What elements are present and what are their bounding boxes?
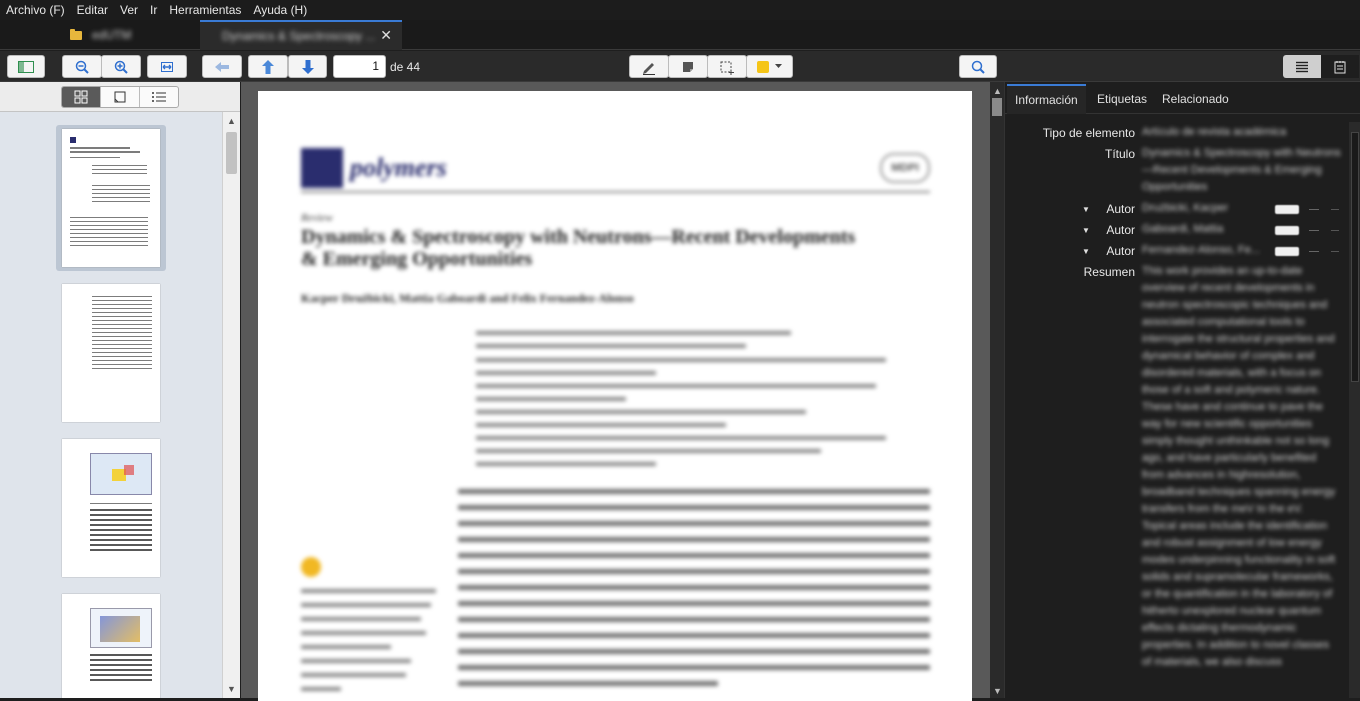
next-page-button[interactable]: [288, 55, 327, 78]
page-number-input[interactable]: 1: [333, 55, 386, 78]
thumbnails-mode-button[interactable]: [62, 87, 101, 107]
note-icon: [681, 60, 695, 74]
author-label: Autor: [1106, 244, 1135, 258]
folder-icon: [70, 31, 82, 40]
zoom-in-icon: [114, 60, 128, 74]
zoom-out-icon: [75, 60, 89, 74]
tab-informacion[interactable]: Información: [1007, 84, 1086, 114]
info-pane-scrollbar[interactable]: [1349, 122, 1360, 698]
zoom-in-button[interactable]: [101, 55, 141, 78]
tab-bar: [0, 20, 1360, 50]
document-scrollbar[interactable]: [990, 82, 1004, 698]
page-thumbnail-4[interactable]: [56, 590, 166, 698]
author-mode-toggle[interactable]: [1275, 247, 1299, 256]
menu-archivo[interactable]: Archivo (F): [6, 3, 65, 17]
arrow-left-icon: [214, 61, 230, 73]
page-total-label: de 44: [390, 60, 421, 74]
article-authors: Kacper Drużbicki, Mattia Gaboardi and Felix Fernandez-Alonso: [301, 291, 634, 305]
author-expand-icon[interactable]: ▼: [1082, 226, 1090, 235]
abstract-label: Resumen: [1083, 265, 1135, 279]
scroll-down-icon[interactable]: ▼: [993, 686, 1002, 696]
color-swatch: [757, 61, 769, 73]
scroll-up-icon[interactable]: ▲: [227, 116, 236, 126]
back-button[interactable]: [202, 55, 242, 78]
scroll-up-icon[interactable]: ▲: [993, 86, 1002, 96]
tab-document[interactable]: [200, 20, 402, 50]
pane-view-toggle: [1283, 55, 1359, 78]
article-title: Dynamics & Spectroscopy with Neutrons—Recent Developments & Emerging Opportunities: [301, 226, 856, 270]
author-label: Autor: [1106, 202, 1135, 216]
thumbnail-list: [0, 112, 222, 698]
add-author-icon[interactable]: [1331, 209, 1339, 210]
arrow-up-icon: [261, 59, 275, 75]
page-thumbnail-1[interactable]: [56, 125, 166, 271]
outline-list-icon: [151, 91, 167, 103]
page-thumbnail-2[interactable]: [56, 280, 166, 426]
menu-bar: [0, 0, 1360, 20]
area-select-icon: [719, 59, 735, 75]
tab-library[interactable]: [0, 20, 200, 50]
add-author-icon[interactable]: [1331, 230, 1339, 231]
thumbnails-icon: [74, 90, 88, 104]
remove-author-icon[interactable]: [1309, 209, 1319, 210]
scrollbar-thumb[interactable]: [226, 132, 237, 174]
item-type-label: Tipo de elemento: [1042, 126, 1135, 140]
fit-width-button[interactable]: [147, 55, 187, 78]
header-rule: [301, 191, 930, 193]
select-area-button[interactable]: [707, 55, 747, 78]
author-expand-icon[interactable]: ▼: [1082, 247, 1090, 256]
notepad-icon: [1333, 60, 1347, 74]
outline-mode-button[interactable]: [140, 87, 178, 107]
title-value[interactable]: Dynamics & Spectroscopy with Neutrons—Recent Developments & Emerging Opportunities: [1142, 147, 1341, 193]
author-mode-toggle[interactable]: [1275, 226, 1299, 235]
page-thumbnail-image: [62, 284, 160, 422]
annotations-mode-button[interactable]: [101, 87, 140, 107]
menu-ir[interactable]: Ir: [150, 3, 158, 17]
page-thumbnail-3[interactable]: [56, 435, 166, 581]
add-author-icon[interactable]: [1331, 251, 1339, 252]
toggle-sidebar-button[interactable]: [7, 55, 45, 78]
publisher-logo: MDPI: [880, 153, 930, 183]
highlight-color-picker[interactable]: [746, 55, 793, 78]
add-note-button[interactable]: [668, 55, 708, 78]
item-info-pane: [1004, 82, 1360, 698]
info-pane-tabs: [1005, 82, 1360, 114]
annotate-text-button[interactable]: [629, 55, 669, 78]
notes-pane-button[interactable]: [1321, 55, 1359, 78]
menu-editar[interactable]: Editar: [76, 3, 109, 17]
author-expand-icon[interactable]: ▼: [1082, 205, 1090, 214]
sidebar-mode-bar: [0, 82, 240, 112]
sidebar-icon: [18, 61, 34, 73]
find-button[interactable]: [959, 55, 997, 78]
check-for-updates-badge: [301, 557, 321, 577]
document-viewer[interactable]: [241, 82, 990, 698]
tab-etiquetas[interactable]: Etiquetas: [1097, 92, 1148, 106]
chevron-down-icon: [775, 64, 782, 69]
thumbnail-panel: [0, 82, 240, 698]
journal-name: polymers: [350, 153, 447, 182]
pen-icon: [641, 59, 657, 75]
align-lines-icon: [1295, 61, 1309, 73]
search-icon: [971, 60, 985, 74]
item-type-value[interactable]: Artículo de revista académica: [1142, 126, 1287, 138]
annotations-icon: [113, 90, 127, 104]
author-mode-toggle[interactable]: [1275, 205, 1299, 214]
pdf-page[interactable]: [258, 91, 972, 701]
remove-author-icon[interactable]: [1309, 230, 1319, 231]
menu-ayuda[interactable]: Ayuda (H): [253, 3, 308, 17]
zoom-out-button[interactable]: [62, 55, 102, 78]
page-thumbnail-image: [62, 129, 160, 267]
tab-relacionado[interactable]: Relacionado: [1162, 92, 1229, 106]
journal-logo: [301, 148, 343, 188]
scrollbar-thumb[interactable]: [1351, 132, 1359, 382]
title-label: Título: [1104, 147, 1135, 161]
sidebar-mode-group: [61, 86, 179, 108]
article-type: Review: [301, 212, 333, 224]
tab-document-label: Dynamics & Spectroscopy ...: [222, 29, 376, 43]
page-thumbnail-image: [62, 594, 160, 698]
menu-ver[interactable]: Ver: [120, 3, 139, 17]
scrollbar-thumb[interactable]: [992, 98, 1002, 116]
author-value[interactable]: Gaboardi, Mattia: [1142, 223, 1224, 235]
author-value[interactable]: Fernandez-Alonso, Fe...: [1142, 244, 1261, 256]
tab-library-label: edUTM: [92, 28, 132, 42]
page-thumbnail-image: [62, 439, 160, 577]
author-value[interactable]: Drużbicki, Kacper: [1142, 202, 1229, 214]
remove-author-icon[interactable]: [1309, 251, 1319, 252]
abstract-value[interactable]: This work provides an up-to-date overview of recent developments in neutron spectroscopic techniques and associated computational tools to interrogate the structural properties and dynamical behavior of complex and disordered materials, with a focus on those of a soft and polymeric nature. These have and continue to pave the way for new scientific opportunities simply thought unthinkable not so long ago, and have particularly benefited from advances in highresolution, broadband techniques spanning energy transfers from the meV to the eV. Topical areas include the identification and robust assignment of low energy modes underpinning functionality in soft solids and supramolecular frameworks, or the quantification in the laboratory of hitherto unexplored nuclear quantum effects dictating thermodynamic properties. In addition to novel classes of materials, we also discuss: [1142, 265, 1336, 668]
close-tab-icon[interactable]: ✕: [380, 27, 392, 43]
thumbnail-scrollbar[interactable]: [222, 112, 240, 698]
arrow-down-icon: [301, 59, 315, 75]
menu-herramientas[interactable]: Herramientas: [169, 3, 242, 17]
previous-page-button[interactable]: [248, 55, 288, 78]
reader-toolbar: [0, 51, 1360, 82]
fit-width-icon: [159, 61, 175, 73]
scroll-down-icon[interactable]: ▼: [227, 684, 236, 694]
author-label: Autor: [1106, 223, 1135, 237]
item-pane-button[interactable]: [1283, 55, 1321, 78]
